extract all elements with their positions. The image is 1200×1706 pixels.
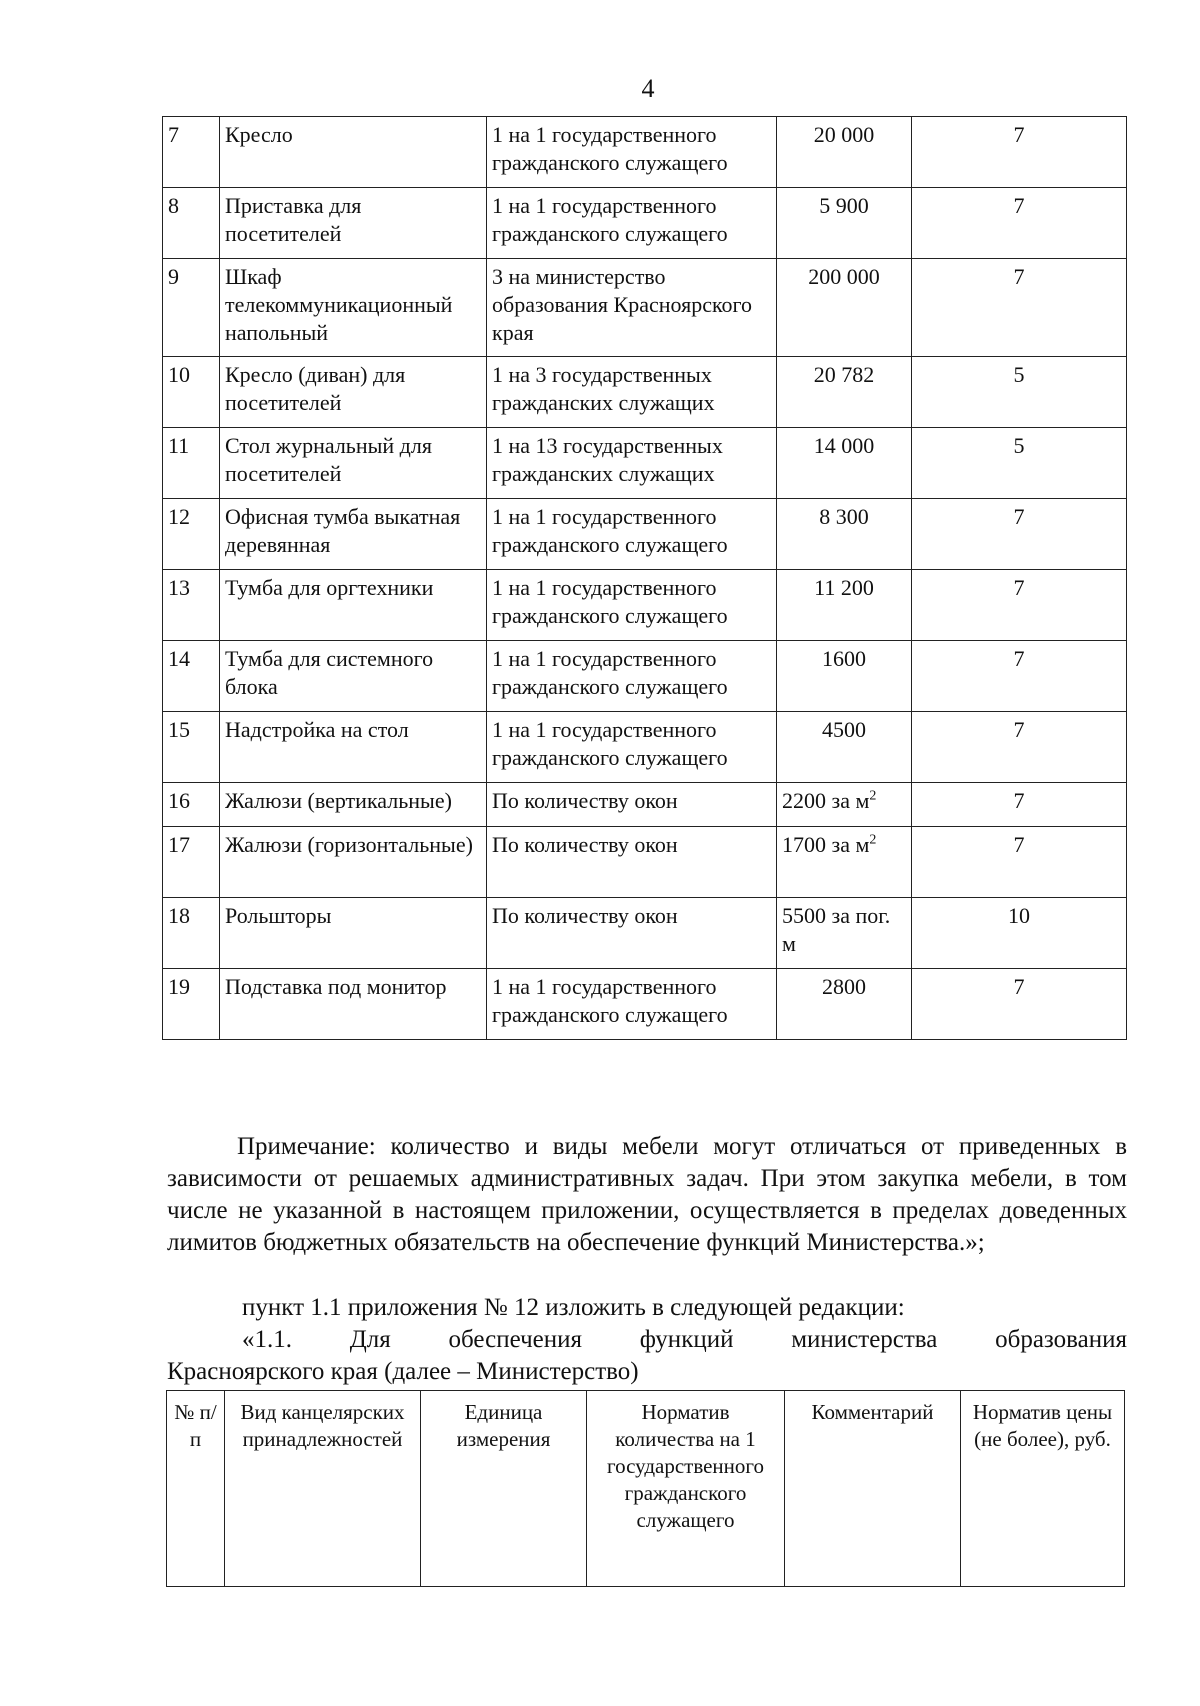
furniture-row	[163, 969, 1127, 1040]
item-name: Приставка для посетителей	[220, 188, 487, 259]
note-text: Примечание: количество и виды мебели могут отличаться от приведенных в зависимости от решаемых административных задач. При этом закупка мебели, в том числе не указанной в настоящем приложении, осуществляется в пределах доведенных лимитов бюджетных обязательств на обеспечение функций Министерства.»;	[167, 1133, 1127, 1256]
item-quantity-norm: 1 на 1 государственного гражданского служащего	[487, 188, 777, 259]
item-service-life: 7	[912, 641, 1127, 712]
row-number: 8	[163, 188, 220, 259]
furniture-table	[162, 116, 1127, 1040]
item-service-life: 7	[912, 259, 1127, 357]
row-number: 14	[163, 641, 220, 712]
item-price: 20 000	[777, 117, 912, 188]
furniture-row	[163, 428, 1127, 499]
item-name: Жалюзи (горизонтальные)	[220, 827, 487, 898]
furniture-row	[163, 117, 1127, 188]
item-name: Надстройка на стол	[220, 712, 487, 783]
item-quantity-norm: По количеству окон	[487, 898, 777, 969]
row-number: 13	[163, 570, 220, 641]
furniture-row	[163, 783, 1127, 827]
item-quantity-norm: 1 на 13 государственных гражданских служащих	[487, 428, 777, 499]
item-price: 200 000	[777, 259, 912, 357]
furniture-row	[163, 898, 1127, 969]
item-service-life: 7	[912, 969, 1127, 1040]
item-service-life: 7	[912, 117, 1127, 188]
note-paragraph	[167, 1131, 1127, 1259]
clause-line-1: «1.1. Для обеспечения функций министерства образования	[242, 1326, 1127, 1353]
instruction-text: пункт 1.1 приложения № 12 изложить в следующей редакции:	[242, 1294, 905, 1321]
item-service-life: 7	[912, 783, 1127, 827]
item-name: Офисная тумба выкатная деревянная	[220, 499, 487, 570]
item-service-life: 7	[912, 188, 1127, 259]
header-item-type: Вид канцелярских принадлежностей	[225, 1391, 421, 1587]
furniture-row	[163, 499, 1127, 570]
item-price: 20 782	[777, 357, 912, 428]
item-price: 5500 за пог. м	[777, 898, 912, 969]
item-service-life: 7	[912, 499, 1127, 570]
item-service-life: 7	[912, 570, 1127, 641]
item-price: 2200 за $м^2$	[777, 783, 912, 827]
item-quantity-norm: 1 на 1 государственного гражданского служащего	[487, 499, 777, 570]
furniture-row	[163, 641, 1127, 712]
header-quantity-norm: Норматив количества на 1 государственного гражданского служащего	[587, 1391, 785, 1587]
row-number: 9	[163, 259, 220, 357]
furniture-row	[163, 827, 1127, 898]
item-price: 5 900	[777, 188, 912, 259]
item-quantity-norm: 1 на 1 государственного гражданского служащего	[487, 570, 777, 641]
page-number: 4	[641, 74, 655, 103]
item-price: 8 300	[777, 499, 912, 570]
furniture-row	[163, 570, 1127, 641]
price-unit-superscript: 2	[869, 832, 877, 848]
item-quantity-norm: 3 на министерство образования Красноярского края	[487, 259, 777, 357]
item-name: Кресло	[220, 117, 487, 188]
stationery-table	[166, 1390, 1125, 1587]
row-number: 16	[163, 783, 220, 827]
row-number: 12	[163, 499, 220, 570]
item-service-life: 5	[912, 357, 1127, 428]
row-number: 15	[163, 712, 220, 783]
item-name: Жалюзи (вертикальные)	[220, 783, 487, 827]
item-name: Тумба для оргтехники	[220, 570, 487, 641]
row-number: 7	[163, 117, 220, 188]
item-quantity-norm: 1 на 3 государственных гражданских служащих	[487, 357, 777, 428]
row-number: 19	[163, 969, 220, 1040]
item-quantity-norm: 1 на 1 государственного гражданского служащего	[487, 969, 777, 1040]
item-name: Подставка под монитор	[220, 969, 487, 1040]
item-name: Стол журнальный для посетителей	[220, 428, 487, 499]
furniture-row	[163, 712, 1127, 783]
item-service-life: 7	[912, 712, 1127, 783]
furniture-row	[163, 357, 1127, 428]
item-name: Шкаф телекоммуникационный напольный	[220, 259, 487, 357]
item-service-life: 7	[912, 827, 1127, 898]
row-number: 11	[163, 428, 220, 499]
row-number: 17	[163, 827, 220, 898]
item-service-life: 5	[912, 428, 1127, 499]
header-comment: Комментарий	[785, 1391, 961, 1587]
item-quantity-norm: По количеству окон	[487, 783, 777, 827]
item-name: Тумба для системного блока	[220, 641, 487, 712]
item-service-life: 10	[912, 898, 1127, 969]
furniture-row	[163, 259, 1127, 357]
item-quantity-norm: По количеству окон	[487, 827, 777, 898]
header-unit: Единица измерения	[421, 1391, 587, 1587]
row-number: 18	[163, 898, 220, 969]
price-unit-superscript: 2	[869, 788, 877, 804]
item-price: 14 000	[777, 428, 912, 499]
item-price: 11 200	[777, 570, 912, 641]
row-number: 10	[163, 357, 220, 428]
clause-line-2: Красноярского края (далее – Министерство)	[167, 1358, 639, 1385]
item-quantity-norm: 1 на 1 государственного гражданского служащего	[487, 712, 777, 783]
stationery-header-row	[167, 1391, 1125, 1587]
header-number: № п/п	[167, 1391, 225, 1587]
item-name: Рольшторы	[220, 898, 487, 969]
item-quantity-norm: 1 на 1 государственного гражданского служащего	[487, 641, 777, 712]
item-quantity-norm: 1 на 1 государственного гражданского служащего	[487, 117, 777, 188]
item-price: 1600	[777, 641, 912, 712]
item-price: 1700 за $м^2$	[777, 827, 912, 898]
furniture-row	[163, 188, 1127, 259]
header-price-norm: Норматив цены (не более), руб.	[961, 1391, 1125, 1587]
item-price: 4500	[777, 712, 912, 783]
item-price: 2800	[777, 969, 912, 1040]
item-name: Кресло (диван) для посетителей	[220, 357, 487, 428]
